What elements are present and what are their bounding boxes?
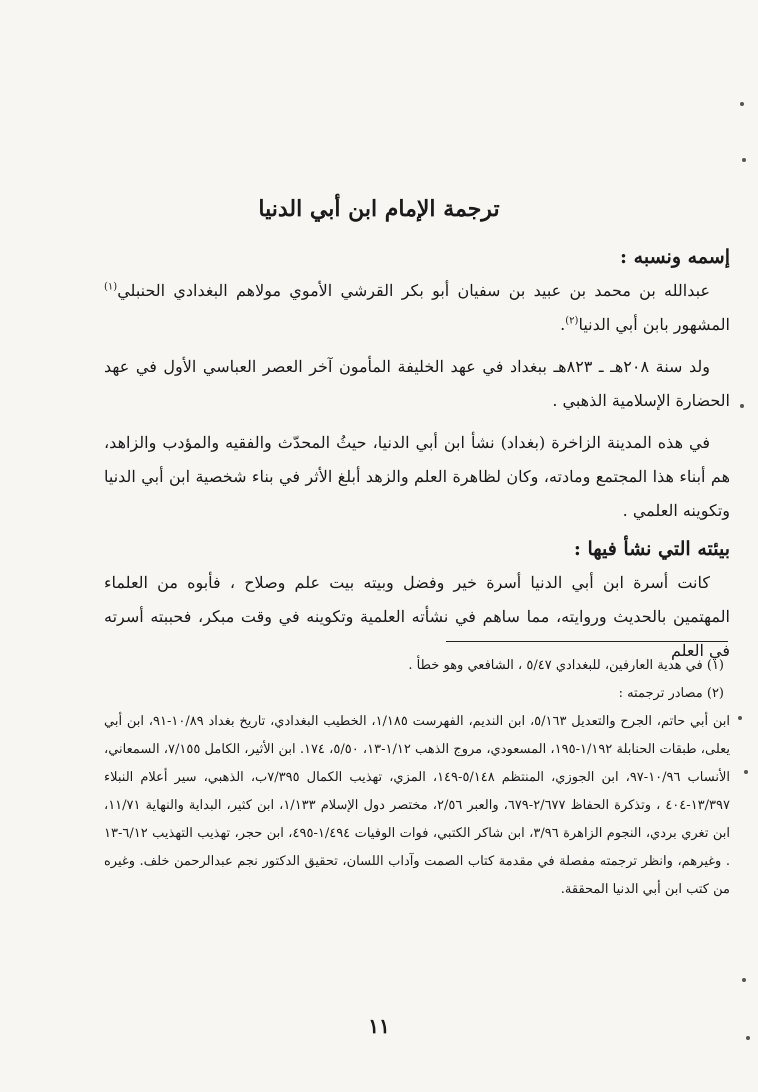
footnote-1: (١) في هدية العارفين، للبغدادي ٥/٤٧ ، الشافعي وهو خطأ . (408, 658, 724, 673)
footnote-2-body: ابن أبي حاتم، الجرح والتعديل ٥/١٦٣، ابن النديم، الفهرست ١/١٨٥، الخطيب البغدادي، تاريخ بغداد ١٠/٨٩-٩١، ابن أبي يعلى، طبقات الحنابلة ١/١٩٢-١٩٥، المسعودي، مروج الذهب ١/١٢-١٣، ٥/٥٠، ١٧٤. ابن الأثير، الكامل ٧/١٥٥، السمعاني، الأنساب ١٠/٩٦-٩٧، ابن الجوزي، المنتظم ٥/١٤٨-١٤٩، المزي، تهذيب الكمال ٧/٣٩٥ب، الذهبي، سير أعلام النبلاء ١٣/٣٩٧-٤٠٤ ، وتذكرة الحفاظ ٢/٦٧٧-٦٧٩، والعبر ٢/٥٦، مختصر دول الإسلام ١/١٣٣، ابن كثير، البداية والنهاية ١١/٧١، ابن تغري بردي، النجوم الزاهرة ٣/٩٦، ابن شاكر الكتبي، فوات الوفيات ١/٤٩٤-٤٩٥، ابن حجر، تهذيب التهذيب ٦/١٢-١٣ . وغيرهم، وانظر ترجمته مفصلة في مقدمة كتاب الصمت وآداب اللسان، تحقيق الدكتور نجم عبدالرحمن خلف. وغيره من كتب ابن أبي الدنيا المحققة. (104, 714, 731, 897)
name-text-1: عبدالله بن محمد بن عبيد بن سفيان أبو بكر القرشي الأموي مولاهم البغدادي الحنبلي (117, 281, 711, 300)
scan-speck (742, 158, 746, 162)
page-title: ترجمة الإمام ابن أبي الدنيا (258, 196, 500, 222)
body-section-name (104, 240, 730, 668)
scan-speck (740, 404, 744, 408)
footnote-ref-2: (٢) (565, 315, 579, 327)
page-number: ١١ (368, 1014, 390, 1038)
footnote-divider (446, 641, 728, 642)
name-text-end: . (560, 315, 566, 334)
section-heading-environment: بيئته التي نشأ فيها : (573, 538, 730, 560)
paragraph-birth: ولد سنة ٢٠٨هـ ـ ٨٢٣هـ ببغداد في عهد الخليفة المأمون آخر العصر العباسي الأول في عهد الحضارة الإسلامية الذهبي . (104, 357, 730, 410)
scan-speck (744, 770, 748, 774)
scan-speck (742, 978, 746, 982)
footnote-2-heading: (٢) مصادر ترجمته : (618, 686, 724, 701)
scan-speck (746, 1036, 750, 1040)
scan-speck (738, 716, 742, 720)
footnotes (104, 652, 730, 904)
name-text-2: المشهور بابن أبي الدنيا (578, 315, 730, 334)
paragraph-environment: كانت أسرة ابن أبي الدنيا أسرة خير وفضل وبيته بيت علم وصلاح ، فأبوه من العلماء المهتمين بالحديث وروايته، مما ساهم في نشأته العلمية وتكوينه في وقت مبكر، فحببته أسرته في العلم (104, 573, 730, 660)
paragraph-city: في هذه المدينة الزاخرة (بغداد) نشأ ابن أبي الدنيا، حيثُ المحدّث والفقيه والمؤدب والزاهد، هم أبناء هذا المجتمع ومادته، وكان لظاهرة العلم والزهد أبلغ الأثر في بناء شخصية ابن أبي الدنيا وتكوينه العلمي . (104, 433, 730, 520)
footnote-ref-1: (١) (104, 281, 118, 293)
section-heading-name: إسمه ونسبه : (620, 246, 730, 268)
scan-speck (740, 102, 744, 106)
paragraph-name (104, 274, 730, 342)
